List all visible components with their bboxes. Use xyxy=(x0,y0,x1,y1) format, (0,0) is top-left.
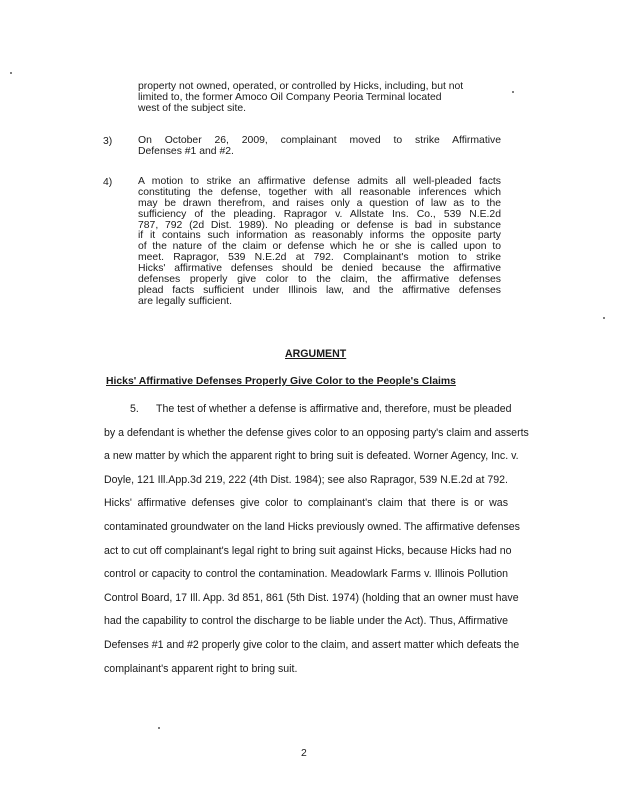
item-line: 787, 792 (2d Dist. 1989). No pleading or defense is bad in substance xyxy=(138,219,501,231)
body-line: complainant's apparent right to bring suit. xyxy=(104,662,298,675)
continuation-line: property not owned, operated, or controlled by Hicks, including, but not xyxy=(138,81,464,92)
item-line: On October 26, 2009, complainant moved to strike Affirmative xyxy=(138,135,501,146)
scan-speck xyxy=(158,727,160,729)
body-line xyxy=(104,398,512,422)
scan-speck xyxy=(603,317,605,319)
body-line: act to cut off complainant's legal right to bring suit against Hicks, because Hicks had no xyxy=(104,544,512,557)
continuation-block xyxy=(138,82,504,115)
body-line: had the capability to control the discharge to be liable under the Act). Thus, Affirmative xyxy=(104,615,508,628)
body-line: Doyle, 121 Ill.App.3d 219, 222 (4th Dist. 1984); see also Rapragor, 539 N.E.2d at 792. xyxy=(104,473,508,486)
item-line: A motion to strike an affirmative defense admits all well-pleaded facts xyxy=(138,176,501,187)
argument-heading: ARGUMENT xyxy=(285,348,347,360)
item-line: Hicks' affirmative defenses should be denied because the affirmative xyxy=(138,263,501,275)
continuation-line: limited to, the former Amoco Oil Company Peoria Terminal located xyxy=(138,91,442,103)
scan-speck xyxy=(10,72,12,74)
item-number: 4) xyxy=(103,177,113,188)
body-line: Hicks' affirmative defenses give color to complainant's claim that there is or was xyxy=(104,497,508,510)
continuation-line: west of the subject site. xyxy=(138,102,247,114)
item-line: of the nature of the claim or defense which he or she is called upon to xyxy=(138,241,501,253)
item-3-block xyxy=(138,136,501,158)
scan-speck xyxy=(512,91,514,93)
item-line: may be drawn therefrom, and raises only a question of law as to the xyxy=(138,197,501,209)
body-line: contaminated groundwater on the land Hicks previously owned. The affirmative defenses xyxy=(104,520,520,533)
item-line: plead facts sufficient under Illinois law, and the affirmative defenses xyxy=(138,284,501,296)
body-line: control or capacity to control the contamination. Meadowlark Farms v. Illinois Pollution xyxy=(104,568,508,581)
item-line: sufficiency of the pleading. Rapragor v. Allstate Ins. Co., 539 N.E.2d xyxy=(138,208,501,220)
item-line: if it contains such information as reasonably informs the opposite party xyxy=(138,230,501,242)
page-number: 2 xyxy=(301,748,307,759)
paragraph-5 xyxy=(104,398,529,681)
item-line: defenses properly give color to the claim, the affirmative defenses xyxy=(138,274,501,286)
body-line: Defenses #1 and #2 properly give color to the claim, and assert matter which defeats the xyxy=(104,638,520,651)
item-4-block xyxy=(138,177,501,308)
body-line-text: The test of whether a defense is affirmative and, therefore, must be pleaded xyxy=(156,403,512,415)
item-line: Defenses #1 and #2. xyxy=(138,145,234,157)
section-heading: Hicks' Affirmative Defenses Properly Give Color to the People's Claims xyxy=(106,376,456,387)
item-number: 3) xyxy=(103,136,113,147)
paragraph-number: 5. xyxy=(130,403,139,415)
body-line: a new matter by which the apparent right to bring suit is defeated. Worner Agency, Inc. v. xyxy=(104,450,519,463)
item-line: meet. Rapragor, 539 N.E.2d at 792. Complainant's motion to strike xyxy=(138,252,501,264)
body-line: by a defendant is whether the defense gives color to an opposing party's claim and asserts xyxy=(104,426,529,439)
item-line: constituting the defense, together with all reasonable inferences which xyxy=(138,186,501,198)
body-line: Control Board, 17 Ill. App. 3d 851, 861 (5th Dist. 1974) (holding that an owner must have xyxy=(104,591,519,604)
item-line: are legally sufficient. xyxy=(138,295,232,307)
